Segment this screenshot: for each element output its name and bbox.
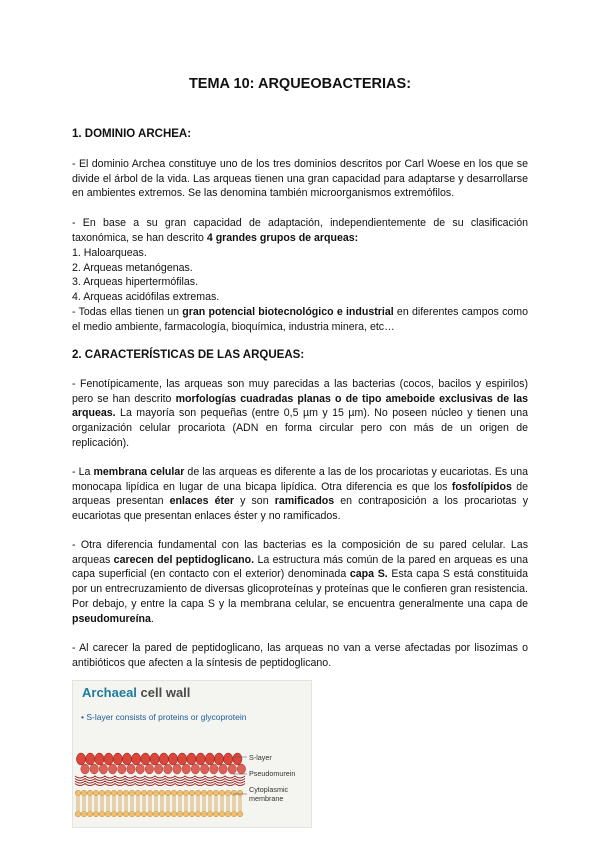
pseudomurein-strands xyxy=(75,776,245,786)
pseudomurein-strand xyxy=(75,779,245,781)
label-cytoplasmic-membrane: Cytoplasmic membrane xyxy=(249,785,289,803)
lipid-head xyxy=(147,811,153,817)
s-layer-bead xyxy=(95,753,104,765)
lipid-head xyxy=(165,790,171,796)
lipid-head xyxy=(213,811,219,817)
lipid-head xyxy=(189,790,195,796)
lipid-head xyxy=(177,790,183,796)
lipid-head xyxy=(99,811,105,817)
lipid-head xyxy=(87,790,93,796)
list-item: 3. Arqueas hipertermófilas. xyxy=(72,276,199,289)
list-item: 2. Arqueas metanógenas. xyxy=(72,261,193,274)
s-layer-bead xyxy=(150,753,159,765)
section-1-paragraph-1: - El dominio Archea constituye uno de los tres dominios descritos por Carl Woese en los que se divide el árbol de la vida. Las arqueas tienen una gran capacidad para adaptarse y desarrollarse en ambientes extremos. Se las denomina también microorganismos extremófilos. xyxy=(72,158,528,200)
s-layer-bead xyxy=(191,764,199,774)
s-layer-bead xyxy=(205,753,214,765)
lipid-head xyxy=(153,790,159,796)
s-layer-bead xyxy=(168,753,177,765)
lipid-head xyxy=(189,811,195,817)
lipid-head xyxy=(111,811,117,817)
pseudomurein-strand xyxy=(75,776,245,778)
figure-title: Archaeal cell wall xyxy=(82,685,191,700)
s-layer-bead xyxy=(224,753,233,765)
s-layer-bead xyxy=(164,764,172,774)
lipid-head xyxy=(123,811,129,817)
figure-bullet: • S-layer consists of proteins or glycoprotein xyxy=(81,712,247,722)
s-layer-bead xyxy=(145,764,153,774)
s-layer-bead xyxy=(154,764,162,774)
lipid-head xyxy=(225,790,231,796)
lipid-head xyxy=(123,790,129,796)
lipid-head xyxy=(201,790,207,796)
archaeal-cell-wall-figure xyxy=(72,680,312,828)
list-item: 4. Arqueas acidófilas extremas. xyxy=(72,291,220,304)
lipid-head xyxy=(225,811,231,817)
s-layer-bead xyxy=(132,753,141,765)
section-1-paragraph-3: - Todas ellas tienen un gran potencial biotecnológico e industrial en diferentes campos como el medio ambiente, farmacología, bioquímica, industria minera, etc… xyxy=(72,306,528,333)
lipid-head xyxy=(183,790,189,796)
section-2-heading: 2. CARACTERÍSTICAS DE LAS ARQUEAS: xyxy=(72,349,305,361)
s-layer-bead xyxy=(182,764,190,774)
lipid-head xyxy=(159,790,165,796)
lipid-head xyxy=(153,811,159,817)
s-layer-bead xyxy=(90,764,98,774)
lipid-head xyxy=(159,811,165,817)
pseudomurein-strand xyxy=(75,784,245,786)
lipid-head xyxy=(207,790,213,796)
lipid-head xyxy=(81,811,87,817)
lipid-head xyxy=(81,790,87,796)
lipid-head xyxy=(117,790,123,796)
section-2-paragraph-4: - Al carecer la pared de peptidoglicano, las arqueas no van a verse afectadas por lisozimas o antibióticos que afecten a la síntesis de peptidoglicano. xyxy=(72,642,528,669)
archaea-groups-list xyxy=(72,246,528,305)
s-layer-bead xyxy=(159,753,168,765)
lipid-head xyxy=(129,811,135,817)
label-s-layer: S-layer xyxy=(249,753,272,762)
s-layer-bead xyxy=(228,764,236,774)
s-layer-bead xyxy=(81,764,89,774)
s-layer-bead xyxy=(108,764,116,774)
lipid-head xyxy=(201,811,207,817)
s-layer-bead xyxy=(210,764,218,774)
lipid-head xyxy=(135,811,141,817)
section-2-paragraph-3: - Otra diferencia fundamental con las bacterias es la composición de su pared celular. Las arqueas carecen del peptidoglicano. La estructura más común de la pared en arqueas es una capa superficial (en contacto con el exterior) denominada capa S. Esta capa S está constituida por un entrecruzamiento de diversas glicoproteínas y proteínas que le confieren gran resistencia. Por debajo, y entre la capa S y la membrana celular, se encuentra generalmente una capa de pseudomureína. xyxy=(72,539,528,625)
s-layer-bead xyxy=(118,764,126,774)
section-2-paragraph-2: - La membrana celular de las arqueas es diferente a las de los procariotas y eucariotas. Es una monocapa lipídica en lugar de una bicapa lipídica. Otra diferencia es que los fosfolípidos de arqueas presentan enlaces éter y son ramificados en contraposición a los procariotas y eucariotas que presentan enlaces éster y no ramificados. xyxy=(72,466,528,523)
lipid-head xyxy=(207,811,213,817)
lipid-head xyxy=(147,790,153,796)
pseudomurein-strand xyxy=(75,781,245,783)
s-layer-bead xyxy=(187,753,196,765)
s-layer-bead xyxy=(196,753,205,765)
lipid-head xyxy=(75,790,81,796)
page-title: TEMA 10: ARQUEOBACTERIAS: xyxy=(188,76,412,92)
s-layer-bead xyxy=(178,753,187,765)
s-layer-bead xyxy=(141,753,150,765)
lipid-head xyxy=(171,811,177,817)
lipid-head xyxy=(231,790,237,796)
lipid-head xyxy=(237,790,243,796)
lipid-head xyxy=(111,790,117,796)
lipid-head xyxy=(87,811,93,817)
s-layer-bead xyxy=(86,753,95,765)
section-1-heading: 1. DOMINIO ARCHEA: xyxy=(72,128,192,140)
lipid-head xyxy=(117,811,123,817)
lipid-head xyxy=(129,790,135,796)
s-layer-bead xyxy=(173,764,181,774)
s-layer-bead xyxy=(99,764,107,774)
s-layer-bead xyxy=(113,753,122,765)
cell-wall-diagram xyxy=(73,681,311,827)
lipid-head xyxy=(93,811,99,817)
lipid-head xyxy=(93,790,99,796)
lipid-head xyxy=(75,811,81,817)
lipid-head xyxy=(105,790,111,796)
s-layer-bead xyxy=(136,764,144,774)
lipid-head xyxy=(213,790,219,796)
s-layer-bead xyxy=(104,753,113,765)
s-layer-bead xyxy=(233,753,242,765)
s-layer-bead xyxy=(127,764,135,774)
label-pseudomurein: Pseudomurein xyxy=(249,769,296,778)
lipid-head xyxy=(171,790,177,796)
s-layer-bead xyxy=(214,753,223,765)
lipid-head xyxy=(105,811,111,817)
s-layer-beads xyxy=(76,753,245,774)
lipid-head xyxy=(231,811,237,817)
lipid-head xyxy=(183,811,189,817)
lipid-head xyxy=(195,790,201,796)
lipid-head xyxy=(165,811,171,817)
s-layer-bead xyxy=(219,764,227,774)
section-1-paragraph-2: - En base a su gran capacidad de adaptación, independientemente de su clasificación taxonómica, se han descrito 4 grandes grupos de arqueas: xyxy=(72,217,528,244)
lipid-head xyxy=(135,790,141,796)
lipid-head xyxy=(177,811,183,817)
s-layer-bead xyxy=(76,753,85,765)
list-item: 1. Haloarqueas. xyxy=(72,247,147,259)
s-layer-bead xyxy=(200,764,208,774)
section-2-paragraph-1: - Fenotípicamente, las arqueas son muy parecidas a las bacterias (cocos, bacilos y espirilos) pero se han descrito morfologías cuadradas planas o de tipo ameboide exclusivas de las arqueas. La mayoría son pequeñas (entre 0,5 µm y 15 µm). No poseen núcleo y tienen una organización celular procariota (ADN en forma circular pero con más de un origen de replicación). xyxy=(72,378,529,449)
lipid-head xyxy=(99,790,105,796)
lipid-head xyxy=(141,790,147,796)
lipid-head xyxy=(219,811,225,817)
s-layer-bead xyxy=(237,764,245,774)
lipid-head xyxy=(237,811,243,817)
s-layer-bead xyxy=(122,753,131,765)
lipid-head xyxy=(195,811,201,817)
lipid-head xyxy=(219,790,225,796)
lipid-head xyxy=(141,811,147,817)
